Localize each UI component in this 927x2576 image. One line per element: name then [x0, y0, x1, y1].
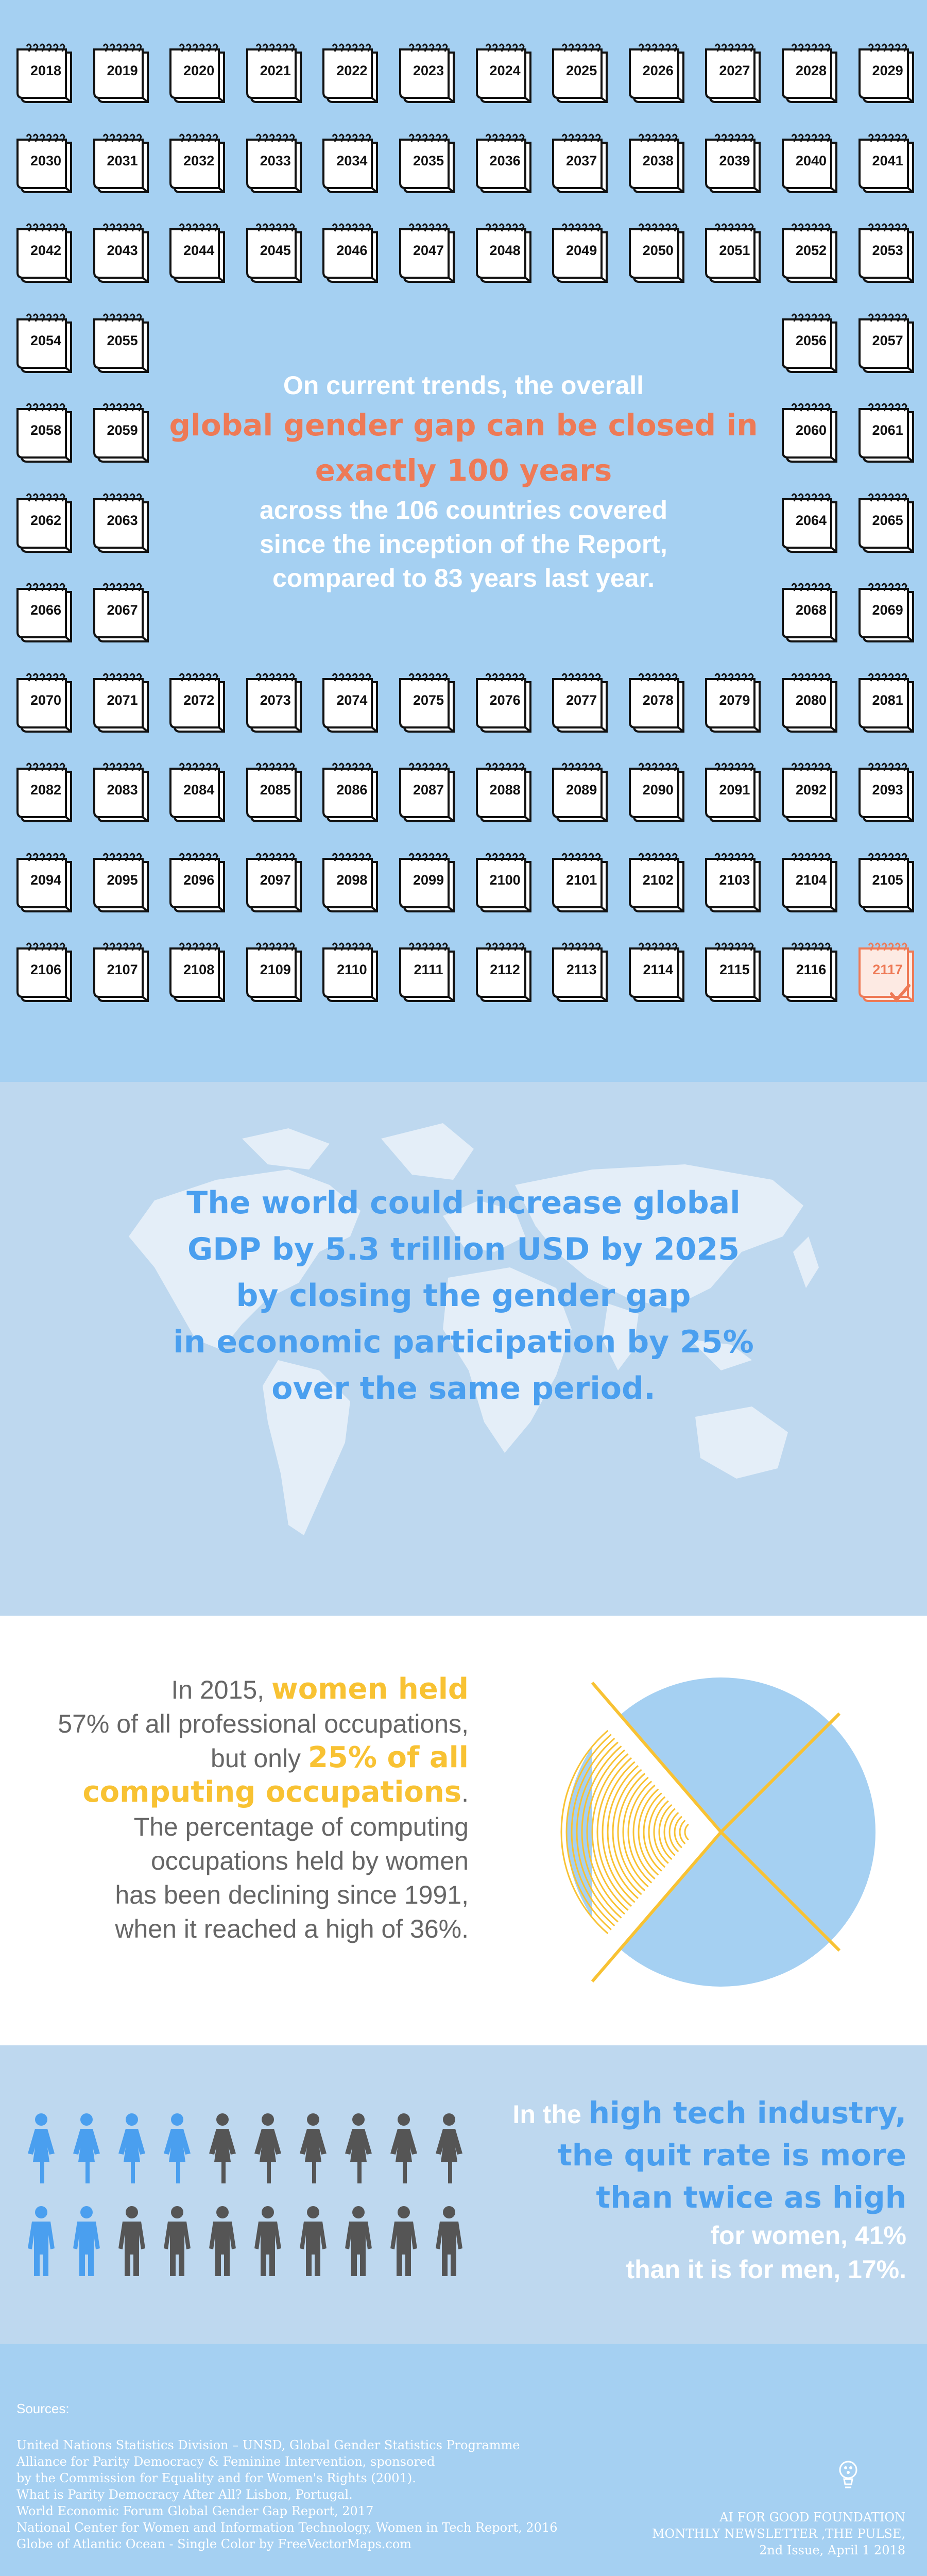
source-item: What is Parity Democracy After All? Lisbon, Portugal. [16, 2487, 353, 2502]
calendar-page-icon [628, 671, 688, 736]
calendar-year: 2096 [183, 872, 215, 888]
calendar-page-icon [551, 221, 611, 286]
calendar-year: 2111 [414, 962, 443, 977]
calendar-year: 2074 [336, 692, 368, 708]
sources-title: Sources: [16, 2401, 70, 2416]
calendar-page-icon [781, 671, 840, 736]
calendar-year: 2040 [795, 152, 827, 168]
calendar-year: 2083 [107, 782, 138, 798]
text-line: has been declining since 1991, [115, 1880, 469, 1909]
calendar-page-icon [168, 671, 228, 736]
calendar-page-icon [245, 851, 305, 916]
woman-icon [71, 2112, 102, 2187]
calendar-page-icon [321, 671, 381, 736]
message-highlight: exactly 100 years [315, 453, 612, 488]
calendar-page-icon [15, 940, 75, 1005]
woman-icon [26, 2112, 57, 2187]
text-fragment: , [895, 2095, 906, 2130]
message-highlight: global gender gap can be closed in [169, 408, 758, 443]
calendar-page-icon [92, 581, 152, 646]
calendar-page-icon [475, 940, 535, 1005]
calendar-year: 2105 [872, 872, 903, 888]
message-line: since the inception of the Report, [260, 530, 667, 558]
calendar-page-icon [704, 131, 764, 196]
calendar-year: 2095 [107, 872, 138, 888]
text-fragment: In 2015, [171, 1675, 271, 1704]
text-highlight: the quit rate is more [558, 2138, 906, 2173]
calendar-page-icon [321, 940, 381, 1005]
calendar-year: 2102 [642, 872, 674, 888]
woman-icon [252, 2112, 283, 2187]
calendar-page-icon [92, 131, 152, 196]
text-line: when it reached a high of 36%. [115, 1914, 469, 1943]
calendar-page-icon [15, 581, 75, 646]
calendar-page-icon [321, 221, 381, 286]
calendar-page-icon [475, 41, 535, 106]
calendar-year: 2053 [872, 243, 903, 258]
calendar-year: 2075 [413, 692, 444, 708]
calendar-year: 2070 [30, 692, 62, 708]
calendar-page-icon [398, 851, 458, 916]
calendar-year: 2038 [642, 152, 674, 168]
calendar-page-icon [704, 671, 764, 736]
source-item: Globe of Atlantic Ocean - Single Color by FreeVectorMaps.com [16, 2537, 412, 2551]
calendar-page-icon [15, 131, 75, 196]
calendar-year: 2092 [795, 782, 827, 798]
gdp-line: in economic participation by 25% [173, 1324, 754, 1360]
gdp-line: GDP by 5.3 trillion USD by 2025 [187, 1231, 740, 1267]
woman-icon [343, 2112, 374, 2187]
calendar-year: 2103 [719, 872, 750, 888]
foundation-info [545, 2509, 905, 2558]
calendar-page-icon [857, 940, 917, 1005]
calendar-page-icon [475, 760, 535, 825]
man-icon [162, 2205, 193, 2280]
calendar-page-icon [551, 131, 611, 196]
calendar-page-icon [551, 851, 611, 916]
calendar-page-icon [245, 671, 305, 736]
calendar-year: 2024 [489, 63, 521, 78]
calendar-year: 2068 [795, 602, 827, 618]
calendar-page-icon [857, 311, 917, 376]
man-icon [26, 2205, 57, 2280]
calendar-page-icon [551, 671, 611, 736]
calendar-page-icon [781, 760, 840, 825]
calendar-page-icon [781, 221, 840, 286]
calendar-year: 2026 [642, 63, 674, 78]
calendar-page-icon [781, 401, 840, 466]
calendar-page-icon [15, 311, 75, 376]
woman-icon [116, 2112, 147, 2187]
calendar-page-icon [398, 131, 458, 196]
calendar-year: 2085 [260, 782, 291, 798]
calendar-year: 2067 [107, 602, 138, 618]
calendar-year: 2021 [260, 63, 291, 78]
calendar-page-icon [704, 221, 764, 286]
calendar-page-icon [475, 131, 535, 196]
text-line: 57% of all professional occupations, [58, 1709, 469, 1738]
calendar-year: 2108 [183, 962, 215, 977]
calendar-page-icon [15, 491, 75, 556]
message-line: across the 106 countries covered [259, 496, 668, 524]
quit-message [494, 2092, 906, 2286]
calendar-year: 2072 [183, 692, 215, 708]
calendar-page-icon [857, 41, 917, 106]
calendar-year: 2081 [872, 692, 903, 708]
calendar-page-icon [781, 41, 840, 106]
calendar-page-icon [628, 131, 688, 196]
calendar-year: 2088 [489, 782, 521, 798]
foundation-logo-icon [835, 2458, 861, 2494]
calendar-year: 2064 [795, 512, 827, 528]
calendar-year: 2052 [795, 243, 827, 258]
calendar-year: 2080 [795, 692, 827, 708]
calendar-page-icon [857, 491, 917, 556]
calendar-page-icon [245, 41, 305, 106]
calendar-year: 2059 [107, 422, 138, 438]
man-icon [207, 2205, 238, 2280]
calendar-year: 2087 [413, 782, 444, 798]
calendar-page-icon [781, 491, 840, 556]
calendar-page-icon [857, 131, 917, 196]
calendar-year: 2078 [642, 692, 674, 708]
calendar-year: 2077 [566, 692, 597, 708]
calendar-year: 2034 [336, 152, 368, 168]
calendar-page-icon [475, 851, 535, 916]
calendar-year: 2066 [30, 602, 62, 618]
calendar-page-icon [781, 311, 840, 376]
calendar-page-icon [398, 671, 458, 736]
calendar-year: 2094 [30, 872, 62, 888]
calendar-page-icon [628, 760, 688, 825]
calendar-year: 2032 [183, 152, 215, 168]
calendar-page-icon [857, 671, 917, 736]
text-highlight: 25% of all [307, 1741, 469, 1774]
calendar-year: 2033 [260, 152, 291, 168]
calendar-year: 2037 [566, 152, 597, 168]
woman-icon [298, 2112, 329, 2187]
man-icon [298, 2205, 329, 2280]
calendar-year: 2054 [30, 332, 62, 348]
calendar-page-icon [781, 940, 840, 1005]
calendar-page-icon [551, 940, 611, 1005]
calendar-year: 2028 [795, 63, 827, 78]
text-line: The percentage of computing [133, 1812, 469, 1841]
calendar-page-icon [92, 491, 152, 556]
sources-section [0, 2344, 927, 2576]
calendar-year: 2031 [107, 152, 138, 168]
woman-icon [207, 2112, 238, 2187]
calendar-message [154, 368, 772, 595]
calendar-year: 2042 [30, 243, 62, 258]
calendar-year: 2062 [30, 512, 62, 528]
gdp-line: over the same period. [271, 1370, 656, 1406]
computing-pie-icon [515, 1641, 906, 2023]
calendar-year: 2058 [30, 422, 62, 438]
source-item: by the Commission for Equality and for Women's Rights (2001). [16, 2471, 416, 2485]
calendar-page-icon [475, 671, 535, 736]
calendar-page-icon [168, 221, 228, 286]
calendar-year: 2109 [260, 962, 291, 977]
man-icon [388, 2205, 419, 2280]
calendar-page-icon [628, 41, 688, 106]
man-icon [343, 2205, 374, 2280]
calendar-year: 2018 [30, 63, 62, 78]
calendar-page-icon [704, 760, 764, 825]
calendar-year: 2073 [260, 692, 291, 708]
org-line: MONTHLY NEWSLETTER ,THE PULSE, [651, 2527, 905, 2541]
calendar-page-icon [704, 41, 764, 106]
calendar-year: 2039 [719, 152, 750, 168]
calendar-page-icon [857, 851, 917, 916]
calendar-page-icon [15, 851, 75, 916]
calendar-year: 2046 [336, 243, 368, 258]
text-highlight: high tech industry [588, 2095, 895, 2130]
calendar-year: 2023 [413, 63, 444, 78]
calendar-page-icon [15, 671, 75, 736]
calendar-year: 2107 [107, 962, 138, 977]
calendar-year: 2093 [872, 782, 903, 798]
org-line: AI FOR GOOD FOUNDATION [719, 2510, 905, 2524]
calendar-page-icon [321, 131, 381, 196]
calendar-year: 2050 [642, 243, 674, 258]
calendar-year: 2063 [107, 512, 138, 528]
source-item: United Nations Statistics Division – UNSD, Global Gender Statistics Programme [16, 2438, 520, 2452]
calendar-year: 2060 [795, 422, 827, 438]
calendar-year: 2043 [107, 243, 138, 258]
calendar-page-icon [92, 221, 152, 286]
calendar-page-icon [92, 851, 152, 916]
text-fragment: . [461, 1778, 469, 1807]
message-line: On current trends, the overall [283, 371, 644, 400]
calendar-page-icon [92, 401, 152, 466]
calendar-year: 2110 [337, 962, 367, 977]
calendar-year: 2048 [489, 243, 521, 258]
source-item: World Economic Forum Global Gender Gap Report, 2017 [16, 2504, 374, 2518]
calendar-page-icon [168, 760, 228, 825]
text-fragment: but only [210, 1744, 308, 1773]
calendar-page-icon [245, 131, 305, 196]
woman-icon [162, 2112, 193, 2187]
calendar-page-icon [245, 760, 305, 825]
computing-section [0, 1616, 927, 2045]
calendar-year: 2029 [872, 63, 903, 78]
calendar-page-icon [321, 760, 381, 825]
text-line: occupations held by women [150, 1846, 469, 1875]
calendar-year: 2047 [413, 243, 444, 258]
calendar-year: 2086 [336, 782, 368, 798]
calendar-year: 2112 [490, 962, 520, 977]
calendar-year: 2044 [183, 243, 215, 258]
calendar-page-icon [781, 581, 840, 646]
source-item: Alliance for Parity Democracy & Feminine Intervention, sponsored [16, 2454, 435, 2469]
calendar-year: 2051 [719, 243, 750, 258]
quit-rate-section [0, 2045, 927, 2344]
sources-list [16, 2437, 583, 2552]
calendar-page-icon [857, 760, 917, 825]
calendar-year: 2071 [107, 692, 138, 708]
calendar-page-icon [168, 131, 228, 196]
calendar-page-icon [92, 760, 152, 825]
text-line: for women, 41% [710, 2221, 906, 2250]
calendar-year: 2022 [336, 63, 368, 78]
gdp-section [0, 1082, 927, 1616]
text-highlight: computing occupations [82, 1775, 462, 1809]
calendar-page-icon [92, 41, 152, 106]
calendar-section [0, 0, 927, 1082]
calendar-year: 2057 [872, 332, 903, 348]
message-line: compared to 83 years last year. [272, 564, 655, 592]
calendar-page-icon [398, 760, 458, 825]
calendar-year: 2090 [642, 782, 674, 798]
calendar-year: 2027 [719, 63, 750, 78]
calendar-page-icon [857, 401, 917, 466]
calendar-page-icon [857, 581, 917, 646]
text-line: than it is for men, 17%. [626, 2255, 906, 2284]
calendar-page-icon [781, 851, 840, 916]
calendar-year: 2079 [719, 692, 750, 708]
calendar-year: 2076 [489, 692, 521, 708]
calendar-page-icon [321, 851, 381, 916]
computing-message [21, 1672, 469, 1946]
calendar-year: 2061 [872, 422, 903, 438]
calendar-year: 2045 [260, 243, 291, 258]
calendar-page-icon [15, 760, 75, 825]
gdp-message [103, 1180, 824, 1412]
calendar-year: 2035 [413, 152, 444, 168]
calendar-year: 2114 [643, 962, 674, 977]
calendar-page-icon [168, 851, 228, 916]
calendar-year: 2099 [413, 872, 444, 888]
calendar-page-icon [15, 221, 75, 286]
calendar-year: 2041 [872, 152, 903, 168]
calendar-year: 2055 [107, 332, 138, 348]
calendar-page-icon [168, 940, 228, 1005]
calendar-year: 2089 [566, 782, 597, 798]
calendar-page-icon [398, 940, 458, 1005]
calendar-year: 2101 [566, 872, 597, 888]
calendar-year: 2097 [260, 872, 291, 888]
calendar-year: 2056 [795, 332, 827, 348]
text-highlight: than twice as high [596, 2180, 906, 2215]
calendar-year: 2019 [107, 63, 138, 78]
calendar-year: 2117 [872, 962, 903, 977]
text-highlight: women held [271, 1672, 469, 1706]
calendar-page-icon [245, 940, 305, 1005]
woman-icon [434, 2112, 465, 2187]
calendar-page-icon [704, 940, 764, 1005]
calendar-year: 2106 [30, 962, 62, 977]
calendar-year: 2069 [872, 602, 903, 618]
calendar-year: 2115 [719, 962, 750, 977]
source-item: National Center for Women and Information Technology, Women in Tech Report, 2016 [16, 2520, 558, 2535]
calendar-page-icon [92, 671, 152, 736]
calendar-year: 2020 [183, 63, 215, 78]
calendar-year: 2065 [872, 512, 903, 528]
calendar-page-icon [781, 131, 840, 196]
calendar-year: 2113 [566, 962, 597, 977]
man-icon [116, 2205, 147, 2280]
calendar-page-icon [628, 221, 688, 286]
man-icon [71, 2205, 102, 2280]
calendar-page-icon [475, 221, 535, 286]
calendar-page-icon [704, 851, 764, 916]
calendar-year: 2116 [796, 962, 827, 977]
calendar-year: 2030 [30, 152, 62, 168]
calendar-page-icon [551, 41, 611, 106]
calendar-page-icon [857, 221, 917, 286]
calendar-page-icon [398, 41, 458, 106]
gdp-line: The world could increase global [186, 1185, 741, 1221]
calendar-page-icon [398, 221, 458, 286]
calendar-page-icon [321, 41, 381, 106]
calendar-page-icon [15, 41, 75, 106]
calendar-year: 2098 [336, 872, 368, 888]
calendar-page-icon [15, 401, 75, 466]
man-icon [252, 2205, 283, 2280]
calendar-year: 2082 [30, 782, 62, 798]
calendar-year: 2036 [489, 152, 521, 168]
calendar-year: 2025 [566, 63, 597, 78]
calendar-year: 2104 [795, 872, 827, 888]
text-fragment: In the [512, 2100, 589, 2129]
calendar-page-icon [168, 41, 228, 106]
calendar-page-icon [245, 221, 305, 286]
gdp-line: by closing the gender gap [236, 1278, 691, 1314]
calendar-page-icon [92, 940, 152, 1005]
calendar-year: 2084 [183, 782, 215, 798]
org-line: 2nd Issue, April 1 2018 [759, 2543, 905, 2557]
calendar-page-icon [92, 311, 152, 376]
calendar-page-icon [628, 851, 688, 916]
calendar-year: 2091 [719, 782, 750, 798]
calendar-year: 2049 [566, 243, 597, 258]
woman-icon [388, 2112, 419, 2187]
calendar-page-icon [628, 940, 688, 1005]
man-icon [434, 2205, 465, 2280]
calendar-year: 2100 [489, 872, 521, 888]
calendar-page-icon [551, 760, 611, 825]
